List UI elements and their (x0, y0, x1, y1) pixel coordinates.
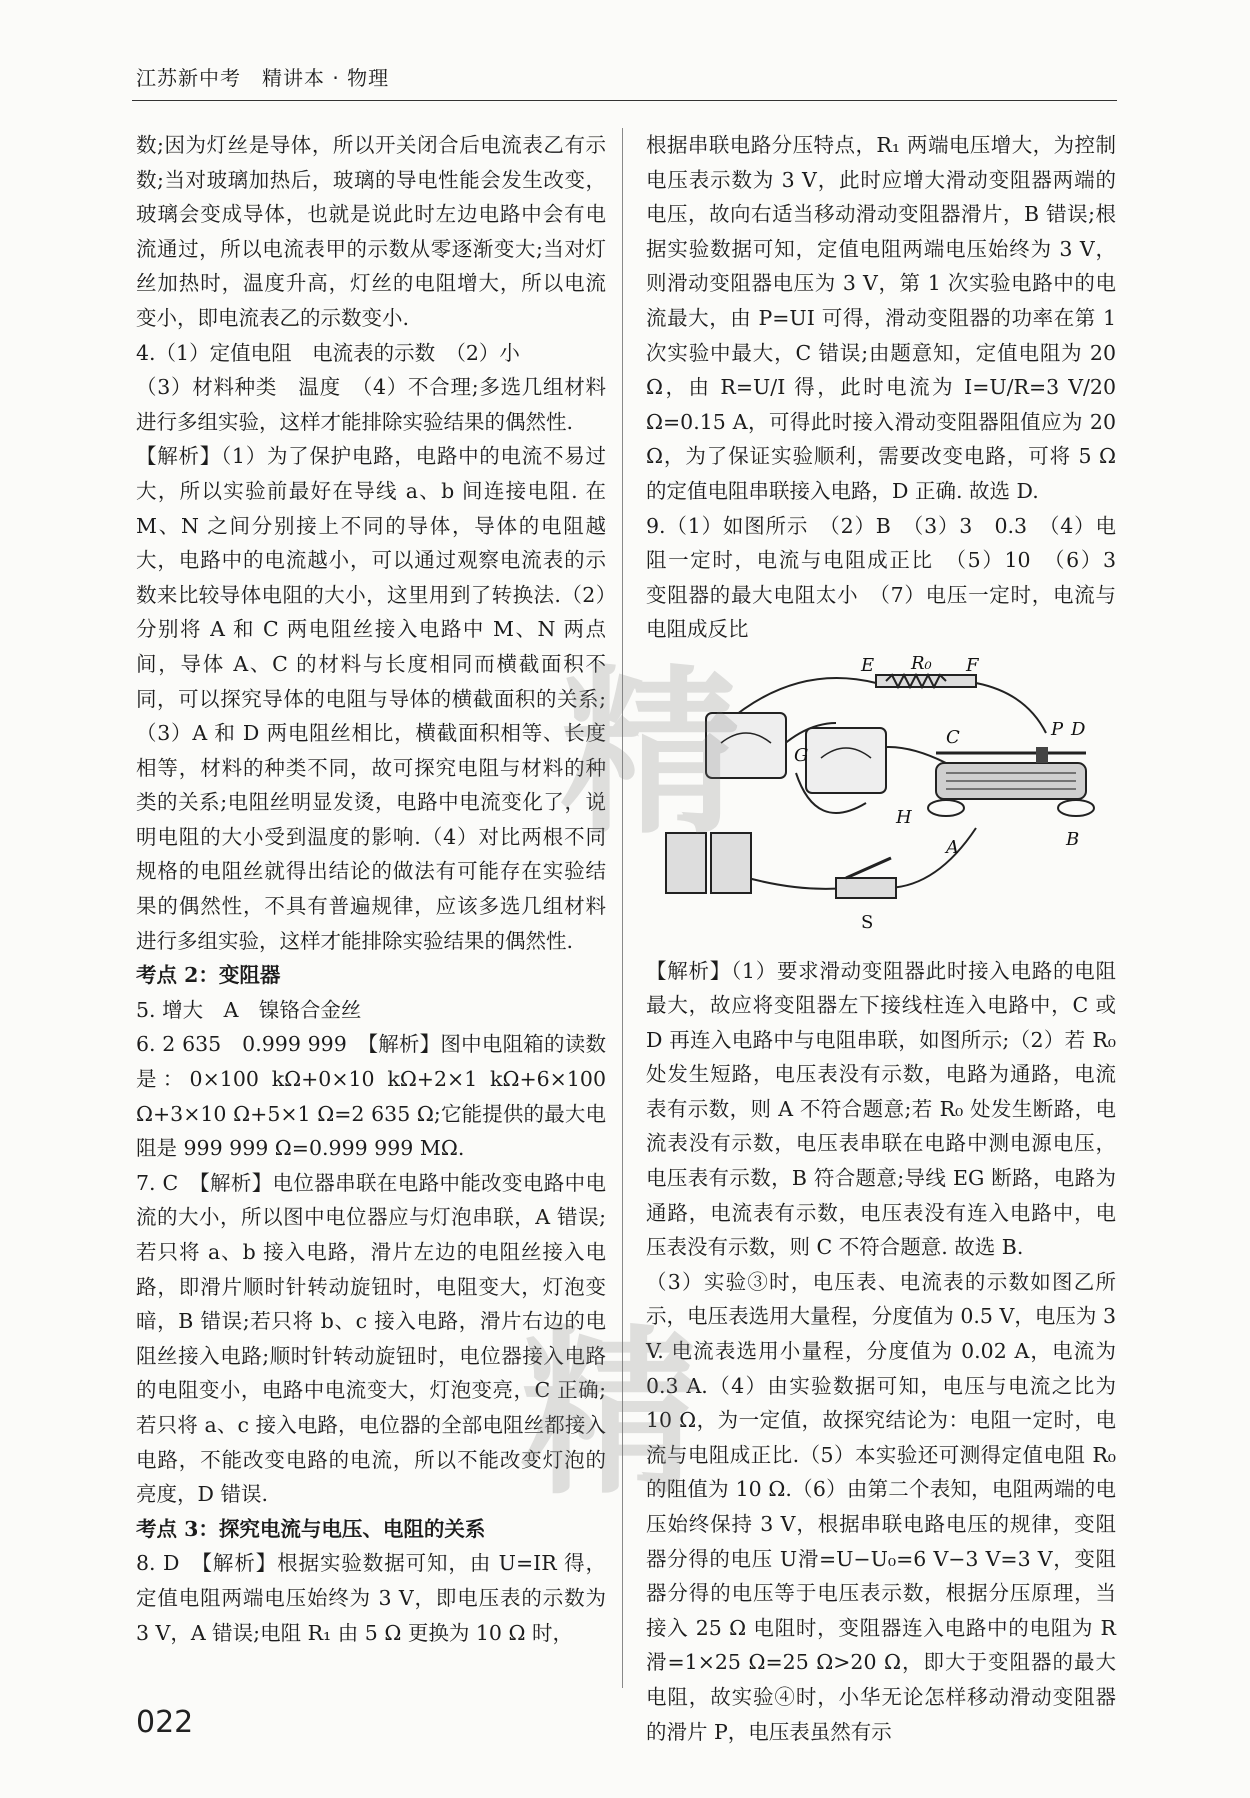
voltmeter (706, 713, 786, 778)
label-s: S (861, 911, 874, 933)
switch-s (836, 858, 896, 898)
left-column (136, 128, 606, 1650)
paragraph: 数;因为灯丝是导体，所以开关闭合后电流表乙有示数;当对玻璃加热后，玻璃的导电性能会发生改变，玻璃会变成导体，也就是说此时左边电路中会有电流通过，所以电流表甲的示数从零逐渐变大;当对灯丝加热时，温度升高，灯丝的电阻增大，所以电流变小，即电流表乙的示数变小. (136, 133, 606, 330)
column-divider (622, 128, 623, 1688)
label-p: P (1051, 718, 1064, 740)
answer-9: 9.（1）如图所示 （2）B （3）3 0.3 （4）电阻一定时，电流与电阻成正比 （5）10 （6）3 变阻器的最大电阻太小 （7）电压一定时，电流与电阻成反比 (646, 513, 1137, 642)
header-rule (132, 100, 1117, 101)
ammeter (806, 728, 886, 793)
section-heading-2: 考点 2：变阻器 (136, 963, 281, 988)
label-r0: R₀ (911, 652, 932, 674)
rheostat (928, 747, 1094, 816)
label-d: D (1071, 718, 1086, 740)
resistor-r0 (876, 675, 976, 687)
answer-4-line-2: （3）材料种类 温度 （4）不合理;多选几组材料进行多组实验，这样才能排除实验结果的偶然性. (136, 375, 606, 434)
label-f: F (966, 654, 979, 676)
circuit-figure (646, 653, 1116, 939)
answer-8: 8. D 【解析】根据实验数据可知，由 U=IR 得，定值电阻两端电压始终为 3 V，即电压表的示数为 3 V，A 错误;电阻 R₁ 由 5 Ω 更换为 10 Ω 时， (136, 1551, 606, 1645)
watermark-1: 精 (560, 650, 731, 859)
analysis-4: 【解析】（1）为了保护电路，电路中的电流不易过大，所以实验前最好在导线 a、b 间连接电阻. 在 M、N 之间分别接上不同的导体，导体的电阻越大，电路中的电流越小，可以通过观察电流表的示数来比较导体电阻的大小，这里用到了转换法.（2）分别将 A 和 C 两电阻丝接入电路中 M、N 两点间，导体 A、C 的材料与长度相同而横截面积不同，可以探究导体的电阻与导体的横截面积的关系;（3）A 和 D 两电阻丝相比，横截面积相等、长度相等，材料的种类不同，故可探究电阻与材料的种类的关系;电阻丝明显发烫，电路中电流变化了，说明电阻的大小受到温度的影响.（4）对比两根不同规格的电阻丝就得出结论的做法有可能存在实验结果的偶然性，不具有普遍规律，应该多选几组材料进行多组实验，这样才能排除实验结果的偶然性. (136, 444, 606, 953)
answer-5: 5. 增大 A 镍铬合金丝 (136, 997, 362, 1022)
answer-8-continued: 根据串联电路分压特点，R₁ 两端电压增大，为控制电压表示数为 3 V，此时应增大滑动变阻器两端的电压，故向右适当移动滑动变阻器滑片，B 错误;根据实验数据可知，定值电阻两端电压始终为 3 V，则滑动变阻器电压为 3 V，第 1 次实验电路中的电流最大，由 P=UI 可得，滑动变阻器的功率在第 1 次实验中最大，C 错误;由题意知，定值电阻为 20 Ω，由 R=U/I 得，此时电流为 I=U/R=3 V/20 Ω=0.15 A，可得此时接入滑动变阻器阻值应为 20 Ω，为了保证实验顺利，需要改变电路，可将 5 Ω 的定值电阻串联接入电路，D 正确. 故选 D. (646, 133, 1116, 503)
label-c: C (946, 726, 960, 748)
watermark-2: 精 (520, 1310, 691, 1519)
page-number: 022 (136, 1705, 194, 1740)
label-e: E (861, 654, 875, 676)
answer-7: 7. C 【解析】电位器串联在电路中能改变电路中电流的大小，所以图中电位器应与灯泡串联，A 错误;若只将 a、b 接入电路，滑片左边的电阻丝接入电路，即滑片顺时针转动旋钮时，电阻变大，灯泡变暗，B 错误;若只将 b、c 接入电路，滑片右边的电阻丝接入电路;顺时针转动旋钮时，电位器接入电路的电阻变小，电路中电流变大，灯泡变亮，C 正确;若只将 a、c 接入电路，电位器的全部电阻丝都接入电路，不能改变电路的电流，所以不能改变灯泡的亮度，D 错误. (136, 1170, 606, 1507)
running-header: 江苏新中考 精讲本 · 物理 (136, 66, 390, 90)
analysis-9-part-1: 【解析】（1）要求滑动变阻器此时接入电路的电阻最大，故应将变阻器左下接线柱连入电路中，C 或 D 再连入电路中与电阻串联，如图所示;（2）若 R₀ 处发生短路，电压表没有示数，电路为通路，电流表有示数，则 A 不符合题意;若 R₀ 处发生断路，电流表没有示数，电压表串联在电路中测电源电压，电压表有示数，B 符合题意;导线 EG 断路，电路为通路，电流表有示数，电压表没有连入电路中，电压表没有示数，则 C 不符合题意. 故选 B. (646, 958, 1116, 1260)
label-g: G (794, 744, 809, 766)
section-heading-3: 考点 3：探究电流与电压、电阻的关系 (136, 1516, 486, 1541)
analysis-9-part-2: （3）实验③时，电压表、电流表的示数如图乙所示，电压表选用大量程，分度值为 0.5 V，电压为 3 V. 电流表选用小量程，分度值为 0.02 A，电流为 0.3 A.（4）由实验数据可知，电压与电流之比为 10 Ω，为一定值，故探究结论为：电阻一定时，电流与电阻成正比.（5）本实验还可测得定值电阻 R₀ 的阻值为 10 Ω.（6）由第二个表知，电阻两端的电压始终保持 3 V，根据串联电路电压的规律，变阻器分得的电压 U滑=U−U₀=6 V−3 V=3 V，变阻器分得的电压等于电压表示数，根据分压原理，当接入 25 Ω 电阻时，变阻器连入电路中的电阻为 R滑=1×25 Ω=25 Ω>20 Ω，即大于变阻器的最大电阻，故实验④时，小华无论怎样移动滑动变阻器的滑片 P，电压表虽然有示 (646, 1269, 1116, 1744)
label-h: H (896, 806, 912, 828)
answer-4-line-1: 4.（1）定值电阻 电流表的示数 （2）小 (136, 340, 520, 365)
right-column (646, 128, 1137, 1749)
battery (666, 833, 751, 893)
answer-6: 6. 2 635 0.999 999 【解析】图中电阻箱的读数是：0×100 kΩ+0×10 kΩ+2×1 kΩ+6×100 Ω+3×10 Ω+5×1 Ω=2 635 Ω;它能提供的最大电阻是 999 999 Ω=0.999 999 MΩ. (136, 1032, 606, 1161)
label-a: A (946, 836, 959, 858)
label-b: B (1066, 828, 1080, 850)
